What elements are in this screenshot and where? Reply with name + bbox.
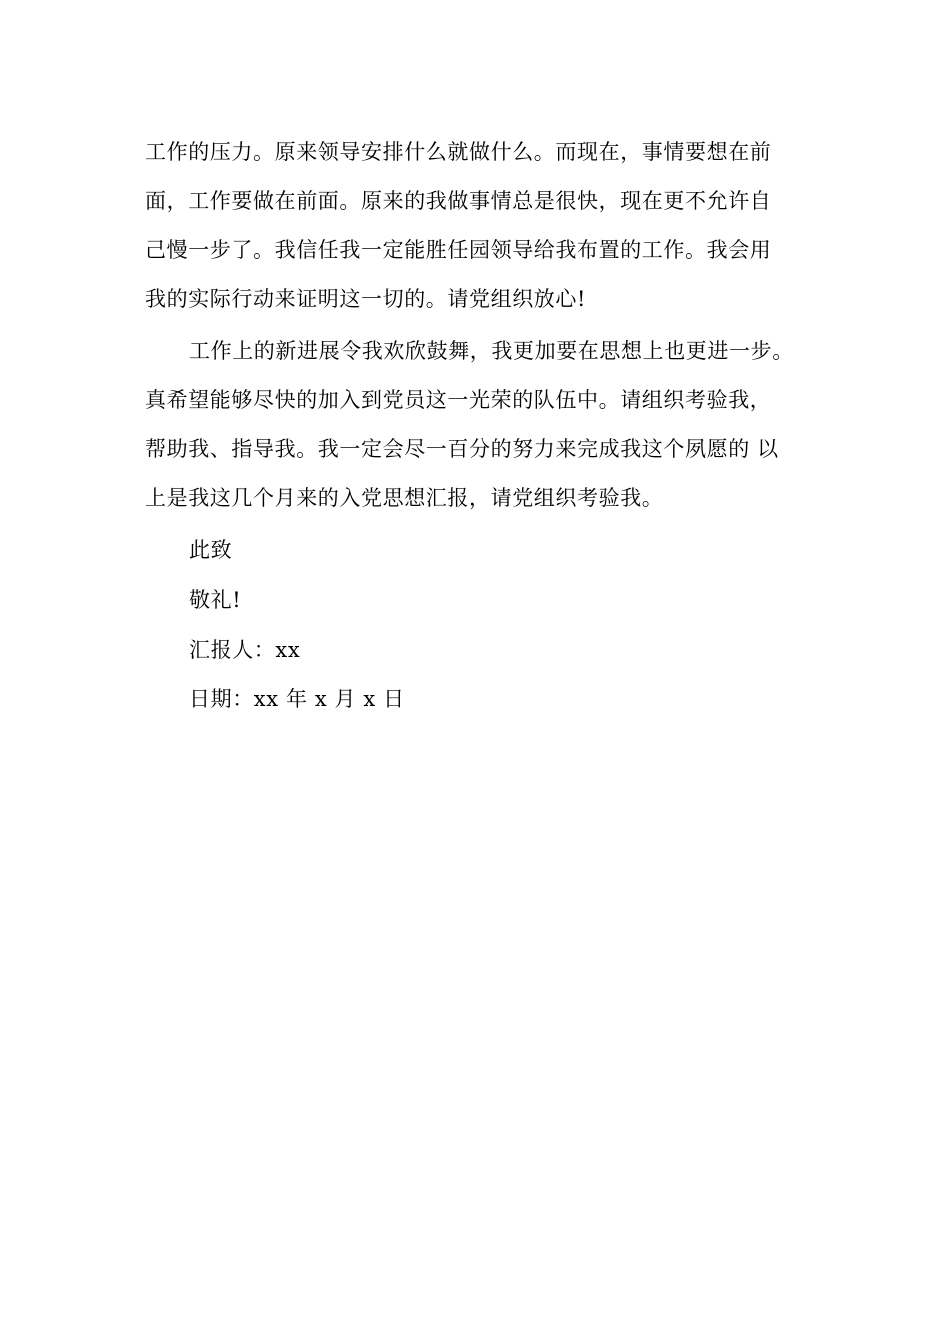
paragraph-line: 我的实际行动来证明这一切的。请党组织放心! [145,287,587,311]
paragraph-line: 真希望能够尽快的加入到党员这一光荣的队伍中。请组织考验我， [145,388,772,412]
reporter-name: 汇报人：xx [189,638,301,662]
paragraph-line: 帮助我、指导我。我一定会尽一百分的努力来完成我这个夙愿的 以 [145,437,779,461]
report-date: 日期：xx 年 x 月 x 日 [189,687,405,711]
paragraph-line: 己慢一步了。我信任我一定能胜任园领导给我布置的工作。我会用 [145,238,772,262]
paragraph-line: 面，工作要做在前面。原来的我做事情总是很快，现在更不允许自 [145,189,772,213]
closing-regards: 敬礼! [189,588,242,612]
closing-salutation: 此致 [189,538,233,562]
paragraph-line: 上是我这几个月来的入党思想汇报，请党组织考验我。 [145,486,664,510]
paragraph-line: 工作上的新进展令我欢欣鼓舞，我更加要在思想上也更进一步。 [189,339,794,363]
paragraph-line: 工作的压力。原来领导安排什么就做什么。而现在，事情要想在前 [145,140,772,164]
